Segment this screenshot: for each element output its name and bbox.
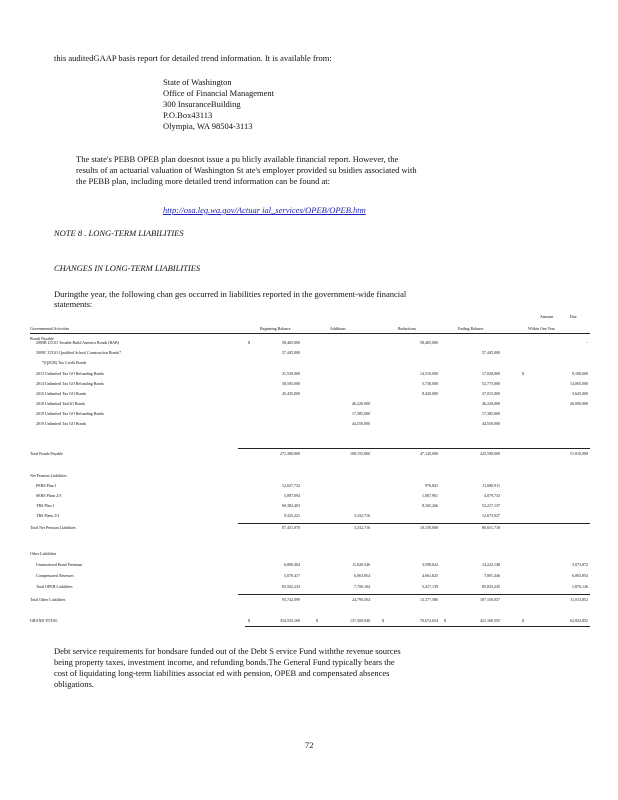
grand-total-rule <box>245 626 590 627</box>
due-cell: 3,073,872 <box>572 562 588 567</box>
address-line: Office of Financial Management <box>163 88 275 98</box>
beginning-cell: 58,505,000 <box>282 381 300 386</box>
ending-cell: 107,156,037 <box>480 597 500 602</box>
row-label: GRAND TOTAL <box>30 618 58 623</box>
ending-cell: 7,001,446 <box>484 573 500 578</box>
ending-cell: 421,160,555 <box>480 618 500 623</box>
dollar-sign: $ <box>248 618 250 623</box>
additions-cell: 137,300,040 <box>350 618 370 623</box>
paragraph-line: obligations. <box>54 679 94 689</box>
table-row <box>30 382 590 390</box>
reductions-cell: 58,465,000 <box>420 340 438 345</box>
table-row <box>30 351 590 359</box>
due-cell: 14,065,000 <box>570 381 588 386</box>
row-label: Total Bonds Payable <box>30 451 64 456</box>
opeb-link[interactable]: http://osa.leg.wa.gov/Actuar ial_services/OPEB/OPEB.htm <box>163 205 366 215</box>
address-block <box>163 77 274 132</box>
row-label: 2019 Unlimited Tax GO Bonds <box>36 421 87 426</box>
dollar-sign: $ <box>522 618 524 623</box>
reductions-cell: 47,145,000 <box>420 451 438 456</box>
paragraph-line: the PEBB plan, including more detailed trend information can be found at: <box>76 176 330 186</box>
table-row <box>30 361 590 369</box>
paragraph-line: The state's PEBB OPEB plan doesnot issue a pu blicly available financial report. However, the <box>76 154 399 164</box>
additions-cell: 7,706,104 <box>354 584 370 589</box>
ending-cell: 37,015,000 <box>482 391 500 396</box>
header-within: Within One Year <box>528 326 555 331</box>
row-label: TRS Plans 2/3 <box>36 513 60 518</box>
header-due: Due <box>570 314 577 319</box>
due-cell: 62,823,852 <box>570 618 588 623</box>
additions-cell: 46,220,000 <box>352 401 370 406</box>
paragraph-line: Duringthe year, the following chan ges occurred in liabilities reported in the government-wide financial <box>54 289 407 299</box>
reductions-cell: 8,165,266 <box>422 503 438 508</box>
ending-cell: 11,680,911 <box>482 483 500 488</box>
table-row <box>30 514 590 522</box>
table-row <box>30 585 590 593</box>
ending-cell: 14,222,148 <box>482 562 500 567</box>
intro-line: this auditedGAAP basis report for detailed trend information. It is available from: <box>54 53 332 63</box>
header-activities: Governmental Activities <box>30 326 70 331</box>
due-cell: 8,100,000 <box>572 371 588 376</box>
due-cell: 26,000,000 <box>570 401 588 406</box>
dollar-sign: $ <box>382 618 384 623</box>
page-number: 72 <box>305 740 314 750</box>
row-label: 2009B LTGO Taxable Build America Bonds (BAB) <box>36 340 120 345</box>
paragraph-line: cost of liquidating long-term liabilities associat ed with pension, OPEB and compensated absences <box>54 668 390 678</box>
additions-cell: 3,332,716 <box>354 513 370 518</box>
reductions-cell: 5,730,000 <box>422 381 438 386</box>
beginning-cell: 354,533,169 <box>280 618 300 623</box>
section-other: Other Liabilities <box>30 551 57 556</box>
due-cell: 11,013,852 <box>570 597 588 602</box>
note-heading: NOTE 8 . LONG-TERM LIABILITIES <box>54 228 184 238</box>
ending-cell: 44,550,000 <box>482 421 500 426</box>
due-cell: 3,645,000 <box>572 391 588 396</box>
section-bonds: Bonds Payable <box>30 336 54 341</box>
table-row <box>30 484 590 492</box>
beginning-cell: 5,087,094 <box>284 493 300 498</box>
other-rule <box>238 594 590 595</box>
pebb-paragraph <box>76 154 417 187</box>
ending-cell: 4,079,733 <box>484 493 500 498</box>
additions-cell: 11,020,546 <box>352 562 370 567</box>
reductions-cell: 8,420,000 <box>422 391 438 396</box>
table-row <box>30 392 590 400</box>
table-row <box>30 372 590 380</box>
section-pension: Net Pension Liabilities <box>30 473 67 478</box>
due-cell: 6,063,854 <box>572 573 588 578</box>
reductions-cell: 3,598,622 <box>422 562 438 567</box>
reductions-cell: 13,377,586 <box>420 597 438 602</box>
row-label: TRS Plan 1 <box>36 503 55 508</box>
row-label: Total Other Liabilities <box>30 597 66 602</box>
row-label: 2009C LTGO Qualified School Construction Bonds* <box>36 350 122 355</box>
ending-cell: 225,590,000 <box>480 451 500 456</box>
header-additions: Additions <box>330 326 346 331</box>
dollar-sign: $ <box>444 618 446 623</box>
paragraph-line: being property taxes, investment income, and refunding bonds.The General Fund typically bears the <box>54 657 395 667</box>
row-label: 2019 Unlimited Tax GO Refunding Bonds <box>36 411 104 416</box>
row-label: PERS Plan 1 <box>36 483 57 488</box>
row-label: Compensated Absences <box>36 573 74 578</box>
row-label: Total OPEB Liabilities <box>36 584 73 589</box>
ending-cell: 17,385,000 <box>482 411 500 416</box>
due-cell: - <box>586 340 588 345</box>
dollar-sign: $ <box>316 618 318 623</box>
table-row <box>30 412 590 420</box>
table-row <box>30 574 590 582</box>
additions-cell: 24,790,504 <box>352 597 370 602</box>
ending-cell: 17,020,000 <box>482 371 500 376</box>
additions-cell: 108,155,000 <box>350 451 370 456</box>
reductions-cell: 70,672,654 <box>420 618 438 623</box>
row-label: 2014 Unlimited Tax GO Refunding Bonds <box>36 381 104 386</box>
table-row <box>30 422 590 430</box>
additions-cell: 3,332,716 <box>354 525 370 530</box>
reductions-cell: 10,150,068 <box>420 525 438 530</box>
header-rule <box>30 333 590 334</box>
row-label: 2013 Unlimited Tax GO Refunding Bonds <box>36 371 104 376</box>
beginning-cell: 6,800,404 <box>284 562 300 567</box>
header-ending: Ending Balance <box>458 326 484 331</box>
address-line: P.O.Box43113 <box>163 110 213 120</box>
row-label: 2018 Unlimited TaxGO Bonds <box>36 401 86 406</box>
ending-cell: 46,220,000 <box>482 401 500 406</box>
paragraph-line: statements: <box>54 299 93 309</box>
table-row <box>30 504 590 512</box>
beginning-cell: 45,435,000 <box>282 391 300 396</box>
table-row <box>30 402 590 410</box>
row-label: *(QSCB) Tax Credit Bonds <box>42 360 87 365</box>
header-reductions: Reductions <box>398 326 416 331</box>
row-label: SERS Plans 2/3 <box>36 493 62 498</box>
beginning-cell: 12,657,732 <box>282 483 300 488</box>
beginning-cell: 271,380,000 <box>280 451 300 456</box>
beginning-cell: 95,742,099 <box>282 597 300 602</box>
table-row <box>30 526 590 534</box>
reductions-cell: 1,007,961 <box>422 493 438 498</box>
address-line: State of Washington <box>163 77 232 87</box>
table-row <box>30 598 590 606</box>
ending-cell: 12,673,937 <box>482 513 500 518</box>
ending-cell: 85,833,245 <box>482 584 500 589</box>
address-line: 300 InsuranceBuilding <box>163 99 241 109</box>
table-row <box>30 494 590 502</box>
row-label: Total Net Pension Liabilities <box>30 525 76 530</box>
table-row <box>30 452 590 460</box>
table-row <box>30 341 590 349</box>
reductions-cell: 5,417,139 <box>422 584 438 589</box>
bonds-rule <box>238 448 590 449</box>
beginning-cell: 58,465,000 <box>282 340 300 345</box>
ending-cell: 52,217,137 <box>482 503 500 508</box>
beginning-cell: 57,445,000 <box>282 350 300 355</box>
beginning-cell: 83,502,233 <box>282 584 300 589</box>
debt-paragraph <box>54 646 401 690</box>
paragraph-line: results of an actuarial valuation of Washington St ate's employer provided su bsidies associated with <box>76 165 417 175</box>
ending-cell: 52,775,000 <box>482 381 500 386</box>
beginning-cell: 9,325,221 <box>284 513 300 518</box>
header-beginning: Beginning Balance <box>260 326 291 331</box>
row-label: Unamortized Bond Premium <box>36 562 83 567</box>
pension-rule <box>238 523 590 524</box>
paragraph-line: Debt service requirements for bondsare funded out of the Debt S ervice Fund withthe revenue sources <box>54 646 401 656</box>
beginning-cell: 31,530,000 <box>282 371 300 376</box>
due-dollar-sign: $ <box>522 371 524 376</box>
section-heading: CHANGES IN LONG-TERM LIABILITIES <box>54 263 201 273</box>
row-label: 2016 Unlimited Tax GO Bonds <box>36 391 87 396</box>
reductions-cell: 976,841 <box>425 483 438 488</box>
additions-cell: 6,063,854 <box>354 573 370 578</box>
header-amount: Amount <box>540 314 554 319</box>
additions-cell: 44,550,000 <box>352 421 370 426</box>
dollar-sign: $ <box>248 340 250 345</box>
address-line: Olympia, WA 98504-3113 <box>163 121 253 131</box>
beginning-cell: 60,382,403 <box>282 503 300 508</box>
due-cell: 1,876,126 <box>572 584 588 589</box>
due-cell: 51,810,000 <box>570 451 588 456</box>
reductions-cell: 4,661,825 <box>422 573 438 578</box>
additions-cell: 17,385,000 <box>352 411 370 416</box>
beginning-cell: 87,451,070 <box>282 525 300 530</box>
ending-cell: 57,445,000 <box>482 350 500 355</box>
beginning-cell: 5,070,417 <box>284 573 300 578</box>
table-row <box>30 563 590 571</box>
during-paragraph <box>54 289 406 309</box>
reductions-cell: 14,510,000 <box>420 371 438 376</box>
ending-cell: 80,651,718 <box>482 525 500 530</box>
